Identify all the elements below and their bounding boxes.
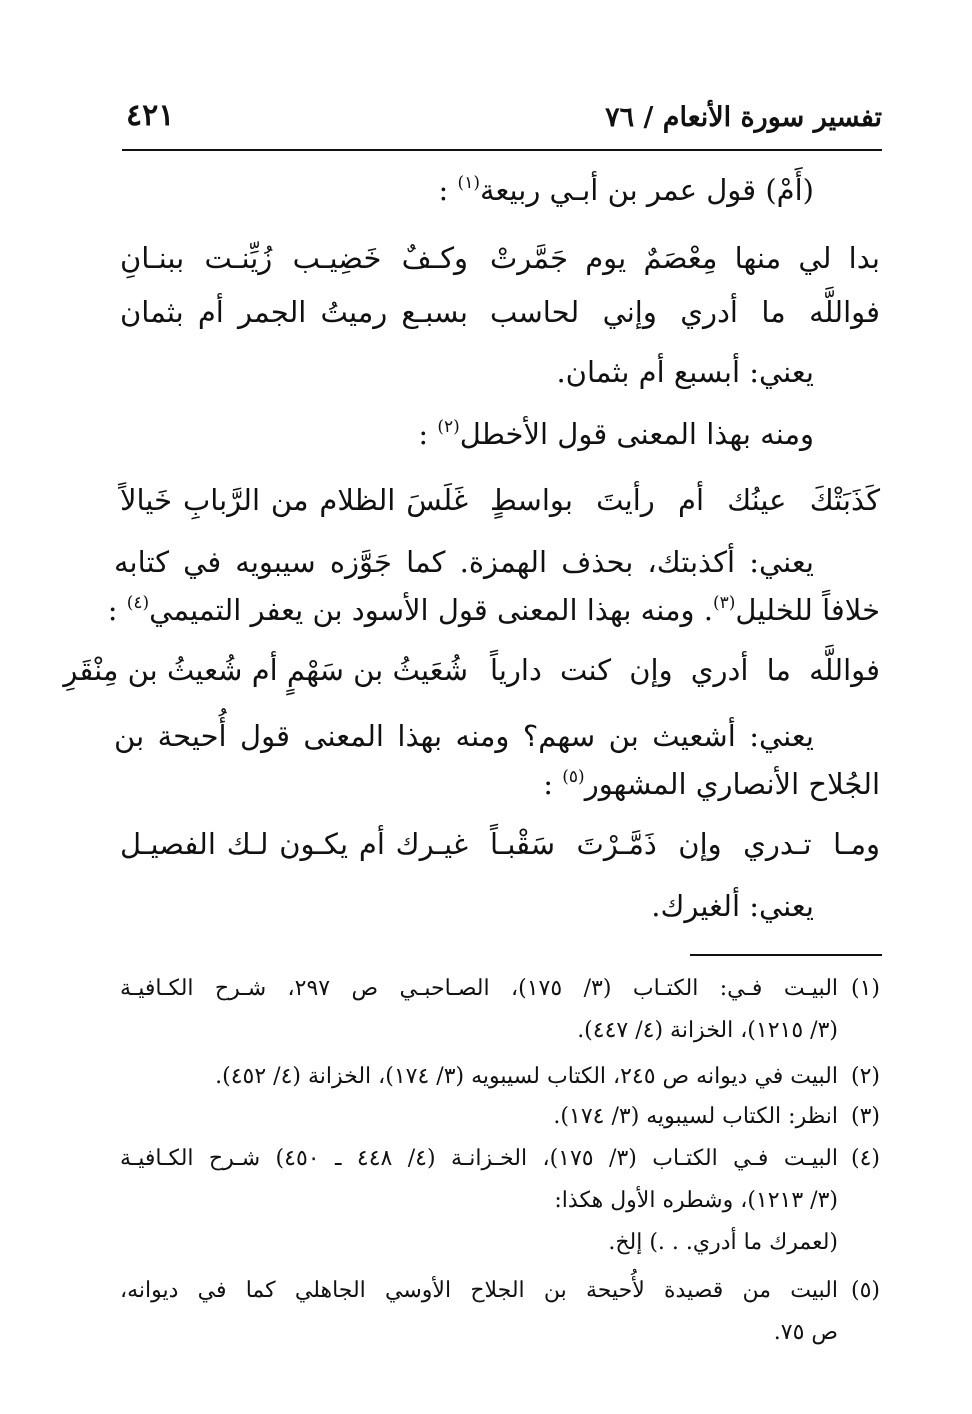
- footnote-number: (٣): [850, 1104, 880, 1129]
- text-run: الجُلاح الأنصاري المشهور: [584, 767, 880, 801]
- page-number: ٤٢١: [126, 98, 175, 133]
- verse-first-hemistich: فواللَّه ما أدري وإن كنت دارياً: [490, 653, 880, 687]
- footnote-ref: (٥): [562, 767, 585, 787]
- paragraph-line: [114, 414, 814, 454]
- paragraph-line: [114, 170, 814, 210]
- footnote-text: انظر: الكتاب لسيبويه (٣/ ١٧٤).: [553, 1104, 838, 1129]
- footnote-ref: (٣): [712, 593, 736, 613]
- page-header: [122, 94, 882, 150]
- verse-line: [120, 478, 880, 522]
- footnote-divider: [690, 954, 882, 956]
- text-run: يعني: ألغيرك.: [651, 889, 814, 923]
- verse-second-hemistich: شُعَيثُ بن سَهْمٍ أم شُعيثُ بن مِنْقَرِ: [63, 653, 468, 687]
- footnote-text: البيـت فـي الكتـاب (٣/ ١٧٥)، الخـزانـة (٤/ ٤٤٨ ـ ٤٥٠) شـرح الكـافيـة: [120, 1146, 838, 1171]
- paragraph-line: [120, 764, 880, 804]
- verse-line: [120, 236, 880, 280]
- text-run: خلافاً للخليل: [735, 593, 880, 627]
- text-run: :: [107, 593, 127, 627]
- text-run: :: [418, 417, 438, 451]
- text-run: ومنه بهذا المعنى قول الأخطل: [459, 417, 814, 451]
- verse-first-hemistich: فواللَّه ما أدري وإني لحاسب: [490, 295, 880, 329]
- header-divider: [122, 149, 882, 151]
- text-run: يعني: أبسبع أم بثمان.: [556, 355, 814, 389]
- footnote-number: (٤): [850, 1146, 880, 1171]
- footnote-number: (٥): [850, 1278, 880, 1303]
- footnote-text: البيت في ديوانه ص ٢٤٥، الكتاب لسيبويه (٣/ ١٧٤)، الخزانة (٤/ ٤٥٢).: [215, 1064, 838, 1089]
- footnote-text: البيت من قصيدة لأُحيحة بن الجلاح الأوسي الجاهلي كما في ديوانه،: [120, 1278, 838, 1303]
- footnote-ref: (٢): [437, 417, 460, 437]
- verse-first-hemistich: كَذَبَتْكَ عينُك أم رأيتَ بواسطٍ: [490, 483, 880, 517]
- paragraph-line: [114, 542, 814, 582]
- text-run: . ومنه بهذا المعنى قول الأسود بن يعفر التميمي: [149, 593, 713, 627]
- verse-line: [120, 290, 880, 334]
- footnote-4-continuation: (٣/ ١٢١٣)، وشطره الأول هكذا:: [554, 1188, 838, 1213]
- text-run: :: [438, 173, 458, 207]
- paragraph-line: [114, 352, 814, 392]
- paragraph-line: [114, 716, 814, 756]
- footnote-ref: (٤): [126, 593, 150, 613]
- verse-second-hemistich: بسبـع رميتُ الجمر أم بثمان: [120, 295, 468, 329]
- paragraph-line: [114, 886, 814, 926]
- text-run: يعني: أكذبتك، بحذف الهمزة. كما جَوَّزه سيبويه في كتابه: [114, 545, 814, 579]
- text-run: :: [543, 767, 563, 801]
- verse-second-hemistich: غيـرك أم يكـون لـك الفصيـل: [120, 827, 468, 861]
- verse-line: [120, 822, 880, 866]
- paragraph-line: [107, 590, 880, 630]
- footnote-5-continuation: ص ٧٥.: [773, 1320, 838, 1345]
- footnote-ref: (١): [457, 173, 480, 193]
- verse-second-hemistich: وكـفٌ خَضِيـب زُيِّنـت ببنـانِ: [120, 241, 468, 275]
- footnote-4-quote: (لعمرك ما أدري. . .) إلخ.: [608, 1230, 838, 1255]
- running-title: تفسير سورة الأنعام / ٧٦: [605, 102, 882, 133]
- footnote-text: البيـت فـي: الكتـاب (٣/ ١٧٥)، الصـاحبـي ص ٢٩٧، شـرح الكـافيـة: [120, 976, 839, 1001]
- text-run: يعني: أشعيث بن سهم؟ ومنه بهذا المعنى قول أُحيحة بن: [114, 719, 814, 753]
- verse-line: [63, 648, 880, 692]
- verse-first-hemistich: بدا لي منها مِعْصَمٌ يوم جَمَّرتْ: [490, 241, 880, 275]
- footnote-number: (٢): [850, 1064, 880, 1089]
- text-run: (أَمْ) قول عمر بن أبـي ربيعة: [479, 173, 814, 207]
- verse-first-hemistich: ومـا تـدري وإن ذَمَّـرْتَ سَقْبـاً: [490, 827, 880, 861]
- footnote-1-continuation: (٣/ ١٢١٥)، الخزانة (٤/ ٤٤٧).: [577, 1018, 838, 1043]
- verse-second-hemistich: غَلَسَ الظلام من الرَّبابِ خَيالاً: [120, 483, 468, 517]
- footnote-number: (١): [850, 976, 880, 1001]
